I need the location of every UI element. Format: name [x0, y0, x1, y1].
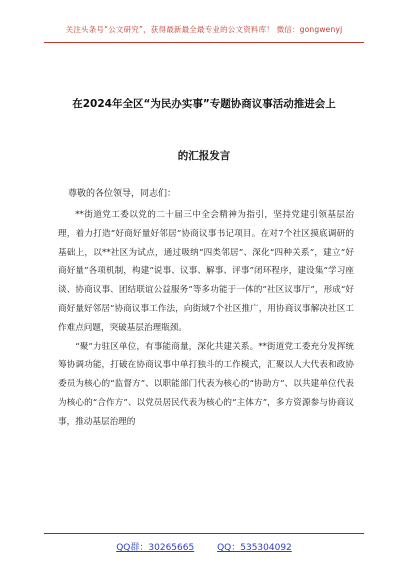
qq-group-link[interactable]: QQ群：30265665	[116, 543, 195, 553]
header-note: 关注头条号“公文研究”，获得最新最全最专业的公文资料库！ 微信：gongwenyj	[65, 25, 343, 34]
qq-contact-link[interactable]: QQ：535304092	[217, 543, 292, 553]
document-body	[58, 206, 354, 432]
footer-divider	[44, 533, 364, 534]
paragraph: “聚”力驻区单位，有事能商量，深化共建关系。**街道党工委充分发挥统筹协调功能，打破在协商议事中单打独斗的工作模式，汇聚以人大代表和政协委员为核心的“监督方”、以职能部门代表为核心的“协助方”、以共建单位代表为核心的“合作方”、以党员居民代表为核心的“主体方”，多方资源参与协商议事，推动基层治理的	[58, 341, 354, 427]
header-divider	[44, 42, 364, 43]
document-title-line2: 的汇报发言	[177, 150, 231, 162]
paragraph: **街道党工委以党的二十届三中全会精神为指引，坚持党建引领基层治理，着力打造“好商好量好邻居”协商议事书记项目。在对7个社区摸底调研的基础上，以**社区为试点，通过吸纳“四类邻居”、深化“四种关系”，建立“好商好量”各项机制，构建“说事、议事、解事、评事”闭环程序，建设集“学习座谈、协商议事、团结联谊公益服务”等多功能于一体的“社区议事厅”，形成“好商好量好邻居”协商议事工作法，向街域7个社区推广，用协商议事解决社区工作难点问题，突破基层治理瓶颈。	[58, 210, 354, 333]
document-title-line1: 在2024年全区“为民办实事”专题协商议事活动推进会上	[72, 98, 336, 110]
salutation: 尊敬的各位领导，同志们：	[68, 189, 177, 199]
footer-contact	[0, 540, 408, 553]
